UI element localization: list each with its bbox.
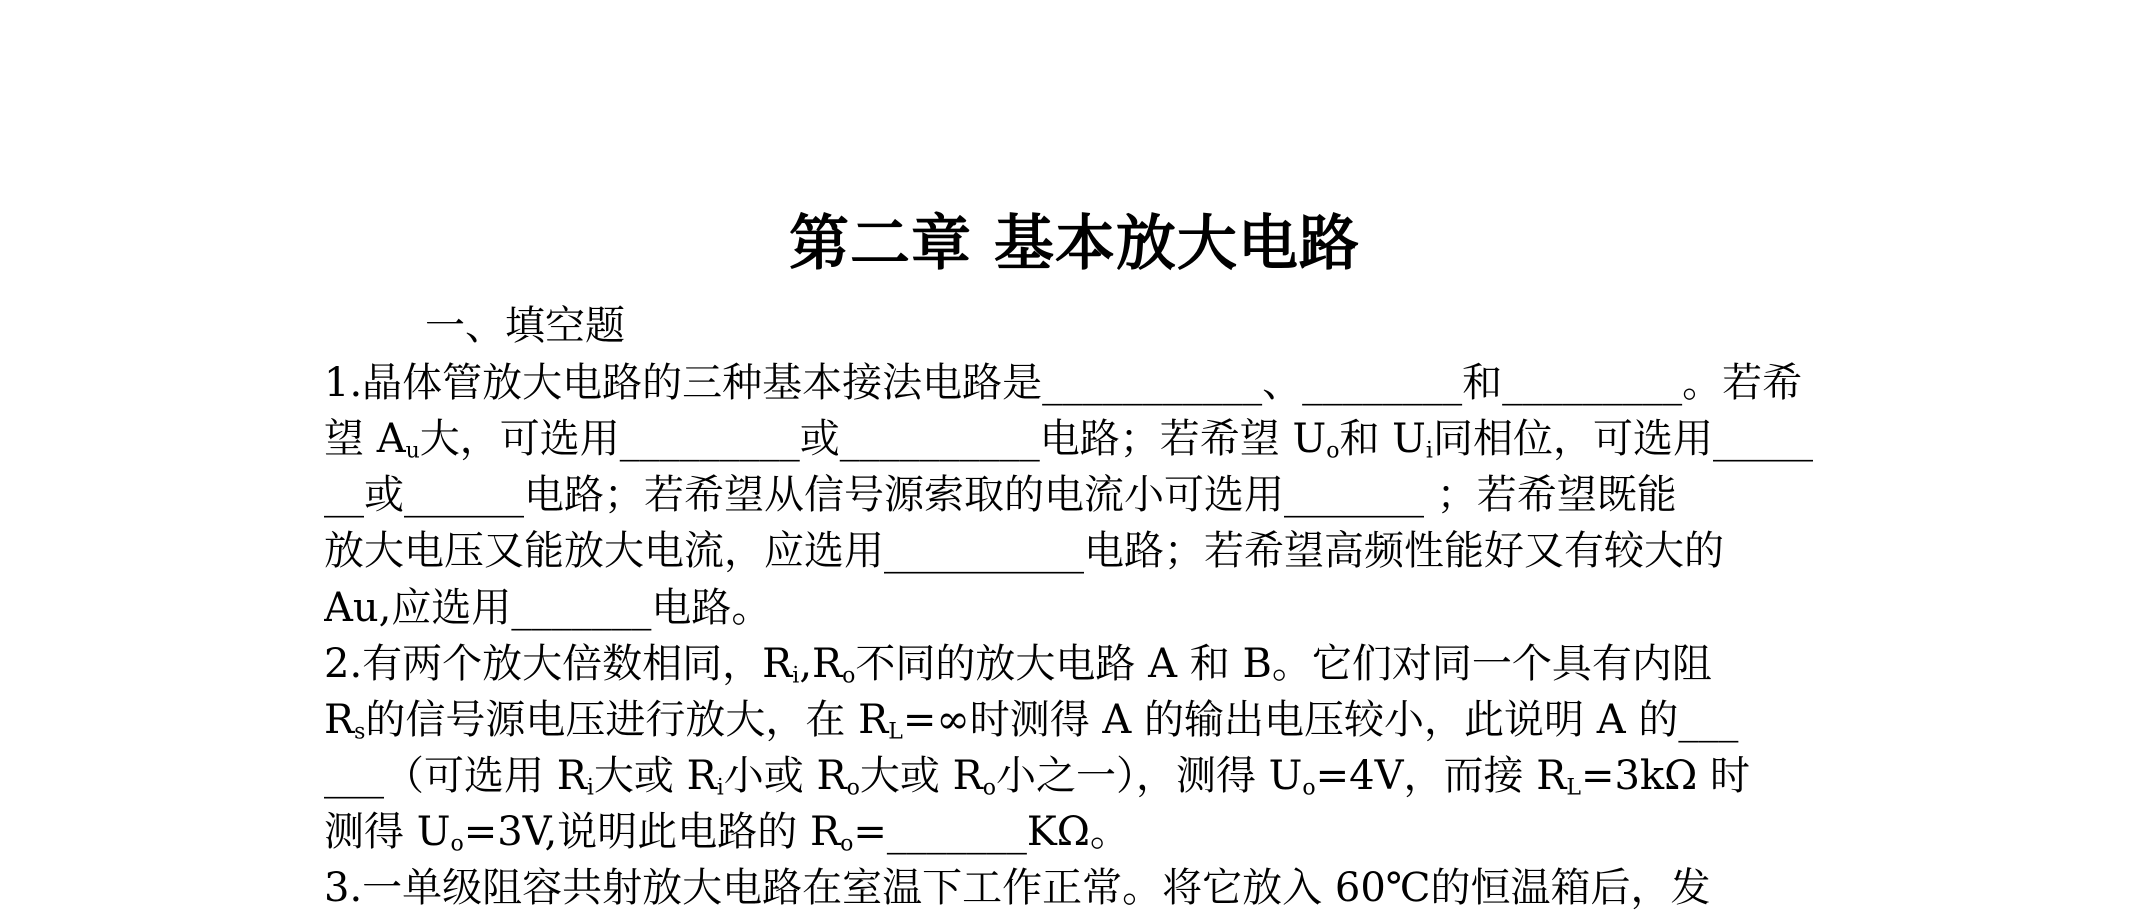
text-run: 小之一），测得 U	[995, 753, 1303, 799]
subscript: i	[586, 775, 594, 801]
subscript: u	[405, 438, 420, 464]
text-run: 放大电压又能放大电流，应选用__________电路；若希望高频性能好又有较大的	[324, 528, 1724, 574]
text-line	[324, 580, 1836, 636]
text-line	[324, 467, 1836, 523]
subscript: s	[354, 719, 366, 745]
text-line	[324, 355, 1836, 411]
text-run: 大或 R	[859, 753, 983, 799]
subscript: i	[792, 663, 800, 689]
text-run: 测得 U	[324, 809, 451, 855]
subscript: o	[1326, 438, 1340, 464]
text-run: =3V,说明此电路的 R	[463, 809, 841, 855]
text-run: 2.有两个放大倍数相同，R	[324, 641, 793, 687]
subscript: L	[1566, 775, 1581, 801]
text-run: =∞时测得 A 的输出电压较小，此说明 A 的___	[902, 697, 1739, 743]
text-run: =3kΩ 时	[1580, 753, 1751, 799]
subscript: o	[1302, 775, 1316, 801]
text-run: 1.晶体管放大电路的三种基本接法电路是___________、________和_________。若希	[324, 360, 1803, 406]
subscript: o	[982, 775, 996, 801]
text-run: 3.一单级阻容共射放大电路在室温下工作正常。将它放入 60℃的恒温箱后，发	[324, 865, 1711, 911]
text-run: 的信号源电压进行放大，在 R	[365, 697, 889, 743]
text-run: =_______KΩ。	[853, 809, 1130, 855]
subscript: i	[1425, 438, 1433, 464]
text-line	[324, 523, 1836, 579]
text-run: 望 A	[324, 416, 406, 462]
subscript: i	[716, 775, 724, 801]
chapter-title: 第二章 基本放大电路	[789, 209, 1360, 279]
text-line	[324, 860, 1836, 916]
text-run: R	[324, 697, 355, 743]
subscript: o	[846, 775, 860, 801]
text-run: ,R	[799, 641, 843, 687]
text-run: 大，可选用_________或__________电路；若希望 U	[419, 416, 1327, 462]
subscript: o	[450, 831, 464, 857]
text-run: 大或 R	[593, 753, 717, 799]
text-run: 不同的放大电路 A 和 B。它们对同一个具有内阻	[855, 641, 1712, 687]
text-run: 和 U	[1339, 416, 1426, 462]
subscript: o	[840, 831, 854, 857]
subscript: L	[888, 719, 903, 745]
text-run: __或______电路；若希望从信号源索取的电流小可选用_______ ；若希望既能	[324, 472, 1677, 518]
subscript: o	[842, 663, 856, 689]
text-run: ___（可选用 R	[324, 753, 587, 799]
text-run: 小或 R	[723, 753, 847, 799]
text-run: Au,应选用_______电路。	[324, 585, 772, 631]
text-run: 同相位，可选用_____	[1432, 416, 1813, 462]
text-run: =4V，而接 R	[1315, 753, 1567, 799]
section-heading: 一、填空题	[425, 303, 625, 349]
